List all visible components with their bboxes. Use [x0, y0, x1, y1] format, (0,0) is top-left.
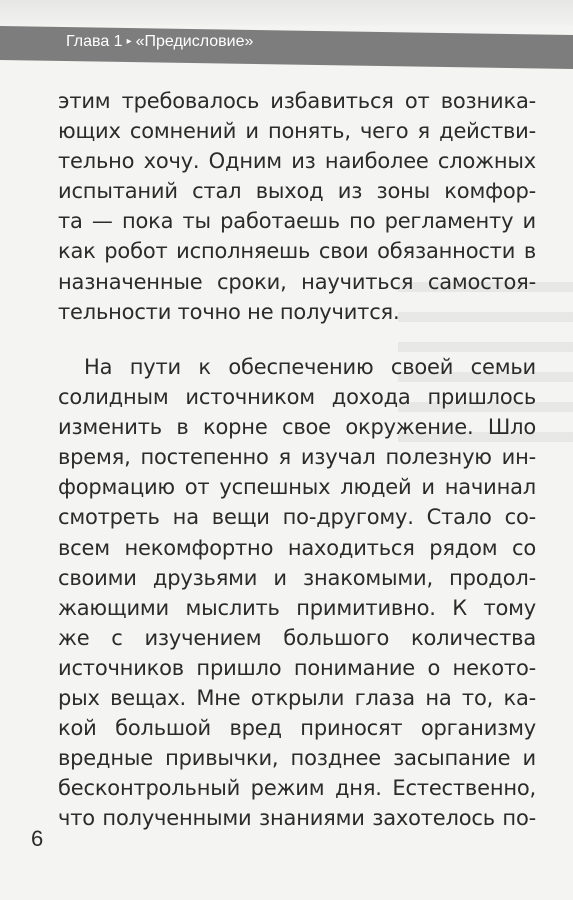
page-number: 6: [31, 826, 44, 851]
text-line: же с изучением большого количества: [58, 625, 536, 650]
text-line: рых вещах. Мне открыли глаза на то, ка-: [58, 686, 536, 711]
text-line: смотреть на вещи по-другому. Стало со-: [58, 505, 536, 530]
text-line: кой большой вред приносят организму: [58, 716, 536, 741]
text-line: формацию от успешных людей и начинал: [58, 475, 536, 500]
text-line: что полученными знаниями захотелось по-: [58, 806, 536, 831]
text-line: солидным источником дохода пришлось: [58, 385, 536, 410]
text-line: назначенные сроки, научиться самостоя-: [58, 269, 536, 294]
text-line: изменить в корне свое окружение. Шло: [58, 415, 536, 440]
triangle-right-icon: ▸: [126, 36, 132, 47]
text-line: жающими мыслить примитивно. К тому: [58, 595, 536, 620]
text-line: своими друзьями и знакомыми, продол-: [58, 565, 536, 590]
text-line: время, постепенно я изучал полезную ин-: [58, 445, 536, 470]
text-line: испытаний стал выход из зоны комфор-: [58, 179, 536, 204]
text-line: вредные привычки, позднее засыпание и: [58, 746, 536, 771]
text-line: этим требовалось избавиться от возника-: [58, 89, 536, 113]
section-title: «Предисловие»: [135, 33, 254, 50]
text-line: бесконтрольный режим дня. Естественно,: [58, 776, 536, 801]
page-top-edge: [0, 0, 573, 26]
text-line: источников пришло понимание о некото-: [58, 655, 536, 680]
text-line: ющих сомнений и понять, чего я действи-: [58, 119, 536, 144]
running-header: [66, 33, 253, 51]
text-line: тельно хочу. Одним из наиболее сложных: [58, 149, 536, 174]
text-line: тельности точно не получится.: [58, 299, 400, 324]
chapter-label: Глава 1: [66, 33, 123, 50]
text-line: та — пока ты работаешь по регламенту и: [58, 209, 536, 234]
paragraph-1: [58, 86, 536, 327]
paragraph-2: [58, 352, 536, 834]
text-line: как робот исполняешь свои обязанности в: [58, 239, 536, 264]
text-line: На пути к обеспечению своей семьи: [84, 355, 536, 379]
text-line: всем некомфортно находиться рядом со: [58, 535, 536, 560]
